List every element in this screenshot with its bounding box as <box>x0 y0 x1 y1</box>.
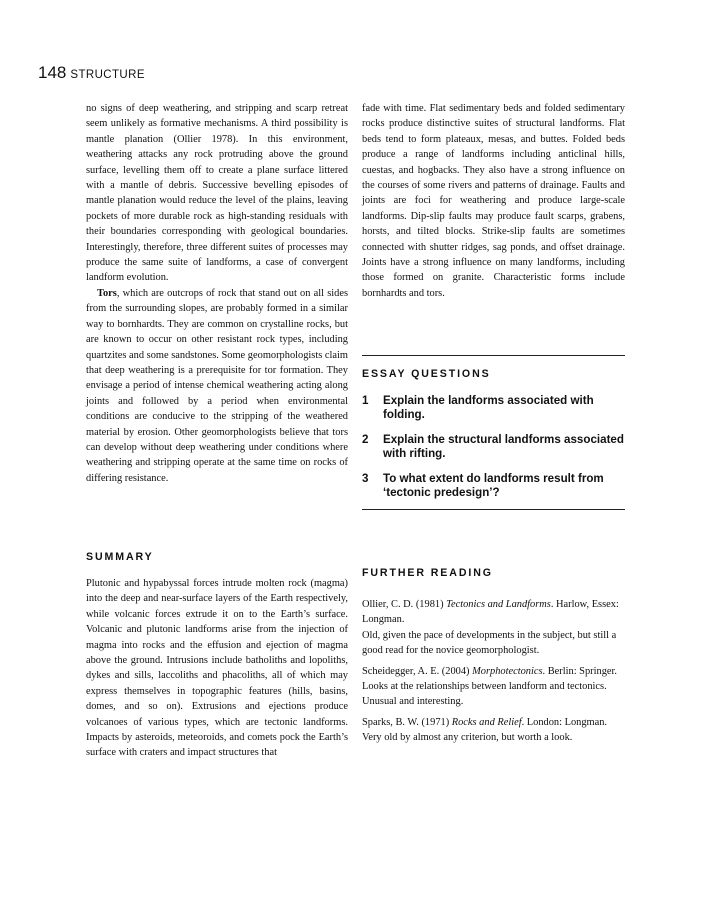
reference-entry <box>362 597 625 628</box>
reference-title: Rocks and Relief <box>451 716 522 728</box>
summary-heading: SUMMARY <box>86 551 154 563</box>
further-reading-heading: FURTHER READING <box>362 567 493 579</box>
essay-questions-list <box>362 394 625 511</box>
reference-entry <box>362 715 625 730</box>
right-paragraph-1: fade with time. Flat sedimentary beds and folded sedimentary rocks produce distinctive suites of structural landforms. Flat beds tend to form plateaux, mesas, and buttes. Folded beds produce a range of landforms including anticlinal hills, cuestas, and hogbacks. They also have a strong influence on the courses of some rivers and patterns of drainage. Faults and joints are foci for weathering and produce large-scale landforms. Dip-slip faults may produce fault scarps, grabens, horsts, and tilted blocks. Strike-slip faults are sometimes connected with shutter ridges, sag ponds, and offset drainage. Joints have a strong influence on many landforms, including those formed on granite. Characteristic forms include bornhardts and tors. <box>362 103 625 299</box>
reference-note: Very old by almost any criterion, but worth a look. <box>362 732 573 744</box>
question-text: Explain the structural landforms associated with rifting. <box>383 433 624 460</box>
right-column <box>362 101 625 301</box>
essay-question <box>362 394 625 422</box>
left-paragraph-2 <box>86 286 348 486</box>
reference-note: Looks at the relationships between landform and tectonics. Unusual and interesting. <box>362 681 607 708</box>
reference-publisher: . Harlow, Essex: Longman. <box>362 599 619 626</box>
term-tors: Tors <box>97 287 117 299</box>
essay-bottom-rule <box>362 509 625 510</box>
reference-title: Tectonics and Landforms <box>446 599 551 610</box>
reference-publisher: . London: Longman. <box>521 716 608 728</box>
summary-text: Plutonic and hypabyssal forces intrude molten rock (magma) into the deep and near-surface layers of the Earth respectively, while volcanic forces extrude it on to the Earth’s surface. Volcanic and plutonic landforms arise from the injection of magma into rocks and the effusion and ejection of magma above the ground. Intrusions include batholiths and lopoliths, dykes and sills, laccoliths and phacoliths, all of which may express themselves in topographic features (hills, basins, domes, and so on). Extrusions and ejections produce volcanoes of various types, which are tectonic landforms. Impacts by asteroids, meteoroids, and comets pock the Earth’s surface with craters and impact structures that <box>86 578 348 759</box>
reference-entry <box>362 664 625 679</box>
reference-author: Sparks, B. W. (1971) <box>362 716 452 728</box>
summary-body <box>86 576 348 761</box>
reference-publisher: . Berlin: Springer. <box>542 665 617 677</box>
section-title: STRUCTURE <box>70 69 145 81</box>
further-reading-list <box>362 597 625 746</box>
reference-author: Ollier, C. D. (1981) <box>362 599 447 610</box>
left-paragraph-1: no signs of deep weathering, and stripping and scarp retreat seem unlikely as formative mechanisms. A third possibility is mantle planation (Ollier 1978). In this environment, weathering attacks any rock protruding above the ground surface, levelling them off to create a plane surface littered with a mantle of debris. Successive bevelling episodes of mantle planation would reduce the level of the plains, leaving pockets of more durable rock as high-standing residuals with their boundaries corresponding with geological boundaries. Interestingly, therefore, three different suites of processes may produce the same suite of landforms, a case of convergent landform evolution. <box>86 103 348 284</box>
essay-question <box>362 433 625 461</box>
reference-title: Morphotectonics <box>472 665 543 677</box>
left-column <box>86 101 348 486</box>
essay-top-rule <box>362 355 625 356</box>
essay-questions-heading: ESSAY QUESTIONS <box>362 368 491 380</box>
question-text: To what extent do landforms result from ‘tectonic predesign’? <box>383 472 604 499</box>
question-text: Explain the landforms associated with folding. <box>383 394 594 421</box>
page-number: 148 <box>38 63 67 82</box>
reference-author: Scheidegger, A. E. (2004) <box>362 665 473 677</box>
tors-text: , which are outcrops of rock that stand out on all sides from the surrounding slopes, are probably formed in a similar way to bornhardts. They are common on crystalline rocks, but are known to occur on other resistant rock types, including quartzites and some sandstones. Some geomorphologists claim that deep weathering is a prerequisite for tor formation. They envisage a period of intense chemical weathering acting along joints and followed by a period when environmental conditions are conducive to the stripping of the weathered material by erosion. Other geomorphologists believe that tors can develop without deep weathering under conditions where weathering and stripping operate at the same time on rocks of differing resistance. <box>86 287 348 484</box>
question-number: 3 <box>362 472 369 485</box>
question-number: 2 <box>362 433 369 446</box>
reference-note: Old, given the pace of developments in the subject, but still a good read for the novice geomorphologist. <box>362 629 617 657</box>
running-header <box>38 63 145 83</box>
question-number: 1 <box>362 394 369 407</box>
essay-question <box>362 472 625 500</box>
